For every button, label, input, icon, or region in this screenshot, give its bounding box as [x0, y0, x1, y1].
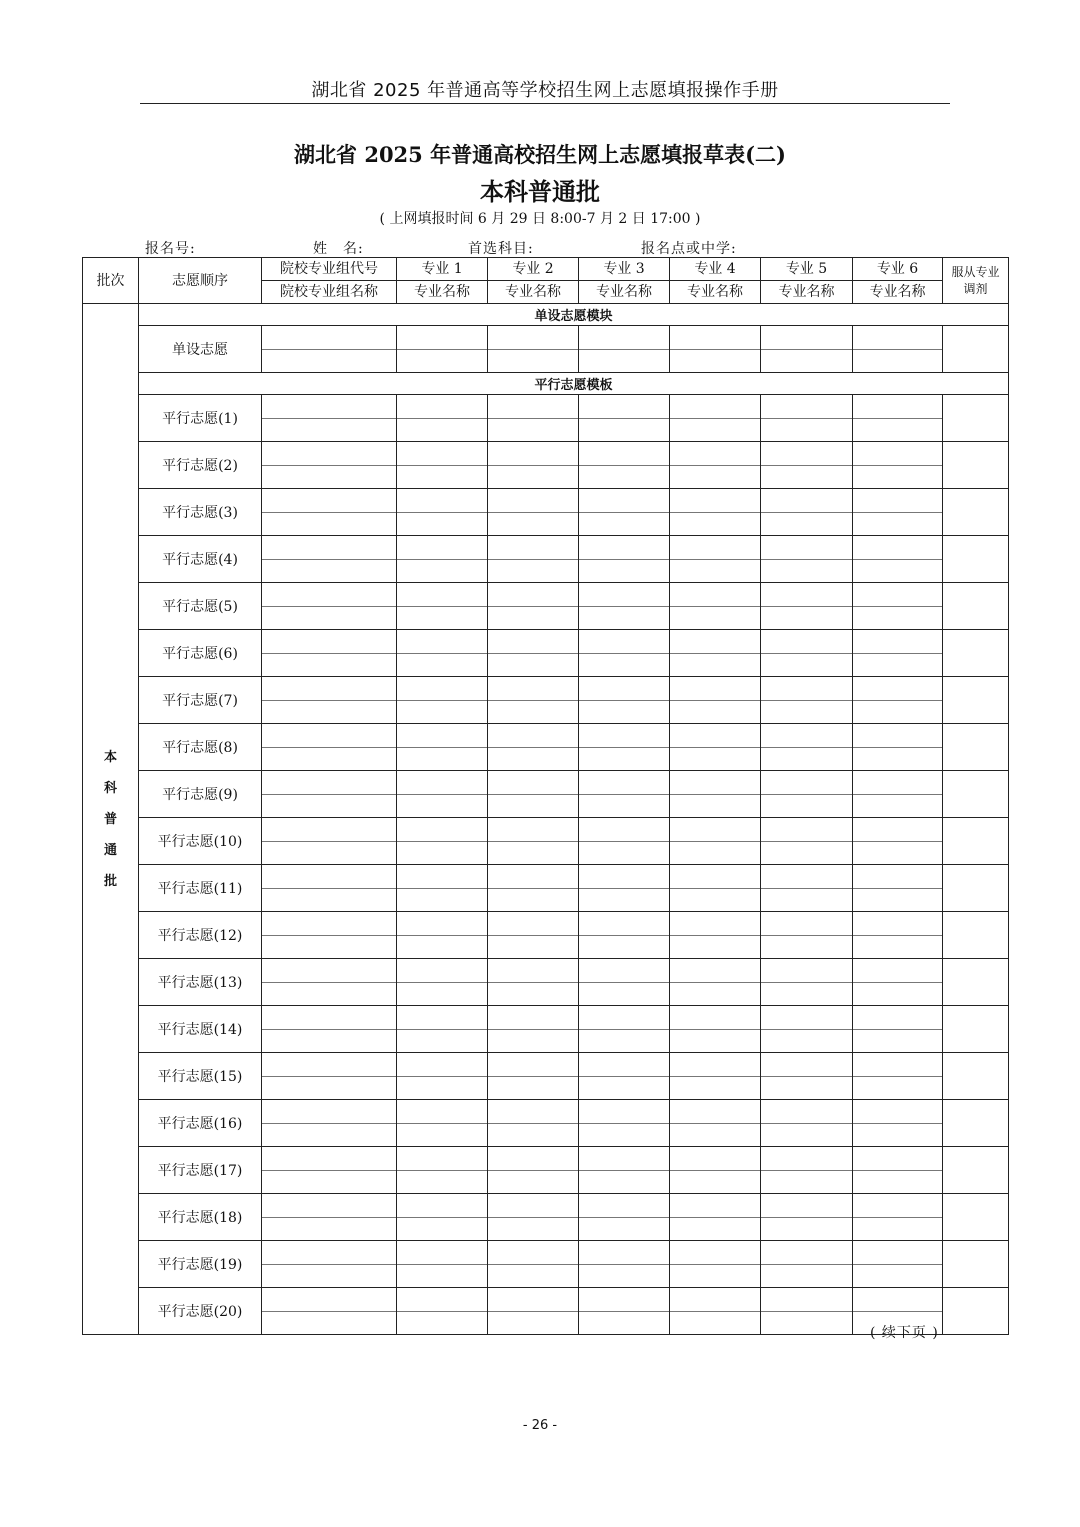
- parallel-order-label: 平行志愿(8): [139, 724, 262, 771]
- order-header: 志愿顺序: [139, 258, 262, 304]
- parallel-order-label: 平行志愿(4): [139, 536, 262, 583]
- major-4-header: 专业 4: [670, 258, 761, 281]
- registration-site-label: 报名点或中学:: [641, 241, 737, 257]
- parallel-major-3-cell[interactable]: [579, 1288, 670, 1335]
- parallel-order-label: 平行志愿(13): [139, 959, 262, 1006]
- parallel-major-5-cell[interactable]: [761, 1006, 853, 1053]
- single-order-label: 单设志愿: [139, 326, 262, 373]
- parallel-major-5-cell[interactable]: [761, 1194, 853, 1241]
- parallel-group-cell[interactable]: [262, 959, 397, 1006]
- parallel-major-6-cell[interactable]: [853, 771, 943, 818]
- parallel-major-5-cell[interactable]: [761, 677, 853, 724]
- parallel-group-cell[interactable]: [262, 912, 397, 959]
- parallel-major-1-cell[interactable]: [397, 1194, 488, 1241]
- major-5-name-header: 专业名称: [761, 281, 853, 304]
- parallel-group-cell[interactable]: [262, 442, 397, 489]
- parallel-major-4-cell[interactable]: [670, 1288, 761, 1335]
- parallel-major-6-cell[interactable]: [853, 395, 943, 442]
- parallel-major-4-cell[interactable]: [670, 771, 761, 818]
- parallel-major-3-cell[interactable]: [579, 489, 670, 536]
- parallel-major-3-cell[interactable]: [579, 959, 670, 1006]
- parallel-major-5-cell[interactable]: [761, 1288, 853, 1335]
- parallel-major-6-cell[interactable]: [853, 536, 943, 583]
- parallel-group-cell[interactable]: [262, 1053, 397, 1100]
- parallel-order-label: 平行志愿(3): [139, 489, 262, 536]
- parallel-major-2-cell[interactable]: [488, 536, 579, 583]
- parallel-major-6-cell[interactable]: [853, 489, 943, 536]
- parallel-order-label: 平行志愿(10): [139, 818, 262, 865]
- parallel-major-6-cell[interactable]: [853, 959, 943, 1006]
- parallel-major-6-cell[interactable]: [853, 865, 943, 912]
- parallel-order-label: 平行志愿(17): [139, 1147, 262, 1194]
- parallel-major-2-cell[interactable]: [488, 1288, 579, 1335]
- parallel-major-5-cell[interactable]: [761, 442, 853, 489]
- parallel-major-3-cell[interactable]: [579, 1100, 670, 1147]
- parallel-order-label: 平行志愿(12): [139, 912, 262, 959]
- parallel-major-5-cell[interactable]: [761, 818, 853, 865]
- parallel-order-label: 平行志愿(7): [139, 677, 262, 724]
- parallel-major-4-cell[interactable]: [670, 724, 761, 771]
- parallel-major-6-cell[interactable]: [853, 442, 943, 489]
- parallel-major-6-cell[interactable]: [853, 1241, 943, 1288]
- table-row: [83, 959, 1009, 1006]
- parallel-major-4-cell[interactable]: [670, 1100, 761, 1147]
- major-2-name-header: 专业名称: [488, 281, 579, 304]
- parallel-major-6-cell[interactable]: [853, 818, 943, 865]
- parallel-major-5-cell[interactable]: [761, 1241, 853, 1288]
- table-row: [83, 395, 1009, 442]
- parallel-major-4-cell[interactable]: [670, 1241, 761, 1288]
- adjust-header: [943, 258, 1009, 304]
- parallel-major-2-cell[interactable]: [488, 912, 579, 959]
- parallel-group-cell[interactable]: [262, 1006, 397, 1053]
- parallel-adjust-cell[interactable]: [943, 1053, 1009, 1100]
- parallel-major-4-cell[interactable]: [670, 677, 761, 724]
- parallel-adjust-cell[interactable]: [943, 536, 1009, 583]
- parallel-major-3-cell[interactable]: [579, 1147, 670, 1194]
- parallel-major-6-cell[interactable]: [853, 912, 943, 959]
- group-name-header: 院校专业组名称: [262, 281, 397, 304]
- parallel-major-5-cell[interactable]: [761, 865, 853, 912]
- batch-header: 批次: [83, 258, 139, 304]
- adjust-header-text: 服从专业调剂: [951, 264, 1000, 296]
- parallel-major-3-cell[interactable]: [579, 442, 670, 489]
- parallel-major-2-cell[interactable]: [488, 489, 579, 536]
- parallel-major-6-cell[interactable]: [853, 1100, 943, 1147]
- parallel-order-label: 平行志愿(9): [139, 771, 262, 818]
- parallel-adjust-cell[interactable]: [943, 1288, 1009, 1335]
- parallel-major-1-cell[interactable]: [397, 1241, 488, 1288]
- parallel-major-1-cell[interactable]: [397, 724, 488, 771]
- parallel-major-4-cell[interactable]: [670, 630, 761, 677]
- parallel-major-2-cell[interactable]: [488, 442, 579, 489]
- parallel-order-label: 平行志愿(16): [139, 1100, 262, 1147]
- parallel-adjust-cell[interactable]: [943, 1194, 1009, 1241]
- parallel-major-2-cell[interactable]: [488, 1100, 579, 1147]
- parallel-major-4-cell[interactable]: [670, 442, 761, 489]
- single-major-6-cell[interactable]: [853, 326, 943, 373]
- page-number: - 26 -: [522, 1418, 558, 1433]
- parallel-order-label: 平行志愿(6): [139, 630, 262, 677]
- parallel-adjust-cell[interactable]: [943, 677, 1009, 724]
- parallel-adjust-cell[interactable]: [943, 395, 1009, 442]
- single-adjust-cell[interactable]: [943, 326, 1009, 373]
- parallel-major-5-cell[interactable]: [761, 1053, 853, 1100]
- parallel-major-5-cell[interactable]: [761, 583, 853, 630]
- running-header: 湖北省 2025 年普通高等学校招生网上志愿填报操作手册: [311, 80, 779, 101]
- table-row: [83, 442, 1009, 489]
- major-5-header: 专业 5: [761, 258, 853, 281]
- parallel-major-4-cell[interactable]: [670, 489, 761, 536]
- single-major-5-cell[interactable]: [761, 326, 853, 373]
- table-row: [83, 1053, 1009, 1100]
- registration-no-label: 报名号:: [145, 241, 196, 257]
- parallel-major-5-cell[interactable]: [761, 959, 853, 1006]
- major-4-name-header: 专业名称: [670, 281, 761, 304]
- parallel-major-1-cell[interactable]: [397, 536, 488, 583]
- parallel-major-2-cell[interactable]: [488, 959, 579, 1006]
- parallel-major-2-cell[interactable]: [488, 865, 579, 912]
- parallel-order-label: 平行志愿(1): [139, 395, 262, 442]
- table-row: [83, 724, 1009, 771]
- batch-cell: [83, 304, 139, 1335]
- parallel-major-2-cell[interactable]: [488, 630, 579, 677]
- parallel-group-cell[interactable]: [262, 1100, 397, 1147]
- single-major-3-cell[interactable]: [579, 326, 670, 373]
- parallel-major-1-cell[interactable]: [397, 959, 488, 1006]
- table-row: [83, 536, 1009, 583]
- parallel-order-label: 平行志愿(15): [139, 1053, 262, 1100]
- parallel-adjust-cell[interactable]: [943, 1147, 1009, 1194]
- parallel-major-5-cell[interactable]: [761, 489, 853, 536]
- parallel-major-3-cell[interactable]: [579, 818, 670, 865]
- parallel-order-label: 平行志愿(11): [139, 865, 262, 912]
- parallel-major-1-cell[interactable]: [397, 818, 488, 865]
- parallel-major-4-cell[interactable]: [670, 912, 761, 959]
- parallel-major-3-cell[interactable]: [579, 536, 670, 583]
- parallel-group-cell[interactable]: [262, 1241, 397, 1288]
- parallel-major-4-cell[interactable]: [670, 583, 761, 630]
- parallel-adjust-cell[interactable]: [943, 1241, 1009, 1288]
- parallel-major-6-cell[interactable]: [853, 724, 943, 771]
- parallel-group-cell[interactable]: [262, 1194, 397, 1241]
- parallel-adjust-cell[interactable]: [943, 771, 1009, 818]
- parallel-group-cell[interactable]: [262, 536, 397, 583]
- parallel-major-4-cell[interactable]: [670, 1194, 761, 1241]
- parallel-major-1-cell[interactable]: [397, 771, 488, 818]
- parallel-group-cell[interactable]: [262, 865, 397, 912]
- parallel-major-1-cell[interactable]: [397, 442, 488, 489]
- parallel-adjust-cell[interactable]: [943, 865, 1009, 912]
- parallel-major-2-cell[interactable]: [488, 395, 579, 442]
- parallel-major-1-cell[interactable]: [397, 865, 488, 912]
- continue-note: ( 续下页 ): [870, 1325, 939, 1341]
- parallel-major-2-cell[interactable]: [488, 677, 579, 724]
- parallel-major-3-cell[interactable]: [579, 865, 670, 912]
- parallel-major-3-cell[interactable]: [579, 771, 670, 818]
- single-major-1-cell[interactable]: [397, 326, 488, 373]
- application-draft-table: [82, 257, 1009, 1335]
- parallel-adjust-cell[interactable]: [943, 583, 1009, 630]
- table-row: [83, 912, 1009, 959]
- group-code-header: 院校专业组代号: [262, 258, 397, 281]
- parallel-major-4-cell[interactable]: [670, 1053, 761, 1100]
- single-major-2-cell[interactable]: [488, 326, 579, 373]
- fill-time-note: ( 上网填报时间 6 月 29 日 8:00-7 月 2 日 17:00 ): [379, 211, 701, 227]
- parallel-major-3-cell[interactable]: [579, 912, 670, 959]
- parallel-order-label: 平行志愿(19): [139, 1241, 262, 1288]
- parallel-major-5-cell[interactable]: [761, 630, 853, 677]
- single-major-4-cell[interactable]: [670, 326, 761, 373]
- parallel-major-4-cell[interactable]: [670, 1147, 761, 1194]
- parallel-major-5-cell[interactable]: [761, 395, 853, 442]
- parallel-major-1-cell[interactable]: [397, 583, 488, 630]
- table-row: [83, 630, 1009, 677]
- parallel-major-4-cell[interactable]: [670, 1006, 761, 1053]
- parallel-major-1-cell[interactable]: [397, 489, 488, 536]
- table-row: [83, 865, 1009, 912]
- parallel-major-2-cell[interactable]: [488, 583, 579, 630]
- first-subject-label: 首选科目:: [468, 241, 534, 257]
- parallel-major-1-cell[interactable]: [397, 677, 488, 724]
- parallel-major-3-cell[interactable]: [579, 1241, 670, 1288]
- parallel-major-5-cell[interactable]: [761, 724, 853, 771]
- parallel-major-4-cell[interactable]: [670, 959, 761, 1006]
- table-row: [83, 677, 1009, 724]
- parallel-major-2-cell[interactable]: [488, 1006, 579, 1053]
- parallel-major-4-cell[interactable]: [670, 395, 761, 442]
- major-1-name-header: 专业名称: [397, 281, 488, 304]
- parallel-adjust-cell[interactable]: [943, 442, 1009, 489]
- parallel-adjust-cell[interactable]: [943, 912, 1009, 959]
- parallel-adjust-cell[interactable]: [943, 1100, 1009, 1147]
- table-row: [83, 1194, 1009, 1241]
- parallel-major-1-cell[interactable]: [397, 912, 488, 959]
- table-row: [83, 1147, 1009, 1194]
- batch-label: 本科普通批: [103, 749, 117, 889]
- parallel-major-3-cell[interactable]: [579, 677, 670, 724]
- parallel-adjust-cell[interactable]: [943, 1006, 1009, 1053]
- parallel-major-3-cell[interactable]: [579, 1053, 670, 1100]
- parallel-major-1-cell[interactable]: [397, 630, 488, 677]
- parallel-major-3-cell[interactable]: [579, 724, 670, 771]
- parallel-major-4-cell[interactable]: [670, 865, 761, 912]
- parallel-major-5-cell[interactable]: [761, 536, 853, 583]
- parallel-order-label: 平行志愿(20): [139, 1288, 262, 1335]
- parallel-adjust-cell[interactable]: [943, 959, 1009, 1006]
- parallel-order-label: 平行志愿(2): [139, 442, 262, 489]
- parallel-major-6-cell[interactable]: [853, 630, 943, 677]
- parallel-major-2-cell[interactable]: [488, 771, 579, 818]
- parallel-major-5-cell[interactable]: [761, 1100, 853, 1147]
- major-6-header: 专业 6: [853, 258, 943, 281]
- parallel-major-5-cell[interactable]: [761, 771, 853, 818]
- parallel-adjust-cell[interactable]: [943, 818, 1009, 865]
- parallel-group-cell[interactable]: [262, 1288, 397, 1335]
- major-2-header: 专业 2: [488, 258, 579, 281]
- table-row: [83, 1100, 1009, 1147]
- table-row: [83, 583, 1009, 630]
- parallel-major-6-cell[interactable]: [853, 1006, 943, 1053]
- parallel-major-6-cell[interactable]: [853, 677, 943, 724]
- parallel-adjust-cell[interactable]: [943, 489, 1009, 536]
- parallel-group-cell[interactable]: [262, 395, 397, 442]
- table-row: [83, 1006, 1009, 1053]
- name-label: 姓 名:: [313, 241, 364, 257]
- parallel-major-1-cell[interactable]: [397, 1053, 488, 1100]
- parallel-major-4-cell[interactable]: [670, 818, 761, 865]
- parallel-major-3-cell[interactable]: [579, 1006, 670, 1053]
- parallel-major-1-cell[interactable]: [397, 1100, 488, 1147]
- form-subtitle: 本科普通批: [480, 177, 600, 206]
- parallel-major-2-cell[interactable]: [488, 818, 579, 865]
- parallel-major-3-cell[interactable]: [579, 395, 670, 442]
- parallel-order-label: 平行志愿(14): [139, 1006, 262, 1053]
- table-row: [83, 818, 1009, 865]
- parallel-module-title: 平行志愿模板: [139, 373, 1009, 395]
- parallel-major-6-cell[interactable]: [853, 1194, 943, 1241]
- parallel-group-cell[interactable]: [262, 724, 397, 771]
- parallel-group-cell[interactable]: [262, 818, 397, 865]
- parallel-major-2-cell[interactable]: [488, 724, 579, 771]
- form-title: 湖北省 2025 年普通高校招生网上志愿填报草表(二): [294, 142, 786, 167]
- parallel-adjust-cell[interactable]: [943, 724, 1009, 771]
- parallel-major-2-cell[interactable]: [488, 1194, 579, 1241]
- parallel-major-5-cell[interactable]: [761, 1147, 853, 1194]
- single-module-title: 单设志愿模块: [139, 304, 1009, 326]
- parallel-order-label: 平行志愿(18): [139, 1194, 262, 1241]
- parallel-major-2-cell[interactable]: [488, 1147, 579, 1194]
- parallel-group-cell[interactable]: [262, 489, 397, 536]
- parallel-major-1-cell[interactable]: [397, 1147, 488, 1194]
- single-group-cell[interactable]: [262, 326, 397, 373]
- major-6-name-header: 专业名称: [853, 281, 943, 304]
- parallel-major-3-cell[interactable]: [579, 1194, 670, 1241]
- parallel-order-label: 平行志愿(5): [139, 583, 262, 630]
- parallel-group-cell[interactable]: [262, 677, 397, 724]
- parallel-major-2-cell[interactable]: [488, 1053, 579, 1100]
- table-row: [83, 489, 1009, 536]
- parallel-major-1-cell[interactable]: [397, 1288, 488, 1335]
- parallel-group-cell[interactable]: [262, 630, 397, 677]
- parallel-major-4-cell[interactable]: [670, 536, 761, 583]
- parallel-major-6-cell[interactable]: [853, 1147, 943, 1194]
- parallel-major-2-cell[interactable]: [488, 1241, 579, 1288]
- parallel-major-6-cell[interactable]: [853, 1053, 943, 1100]
- parallel-major-1-cell[interactable]: [397, 395, 488, 442]
- parallel-major-6-cell[interactable]: [853, 583, 943, 630]
- parallel-group-cell[interactable]: [262, 1147, 397, 1194]
- parallel-major-3-cell[interactable]: [579, 630, 670, 677]
- parallel-major-3-cell[interactable]: [579, 583, 670, 630]
- table-row: [83, 1241, 1009, 1288]
- parallel-major-5-cell[interactable]: [761, 912, 853, 959]
- parallel-group-cell[interactable]: [262, 771, 397, 818]
- table-row: [83, 771, 1009, 818]
- header-rule: [140, 103, 950, 104]
- major-1-header: 专业 1: [397, 258, 488, 281]
- major-3-header: 专业 3: [579, 258, 670, 281]
- major-3-name-header: 专业名称: [579, 281, 670, 304]
- parallel-group-cell[interactable]: [262, 583, 397, 630]
- parallel-major-1-cell[interactable]: [397, 1006, 488, 1053]
- parallel-adjust-cell[interactable]: [943, 630, 1009, 677]
